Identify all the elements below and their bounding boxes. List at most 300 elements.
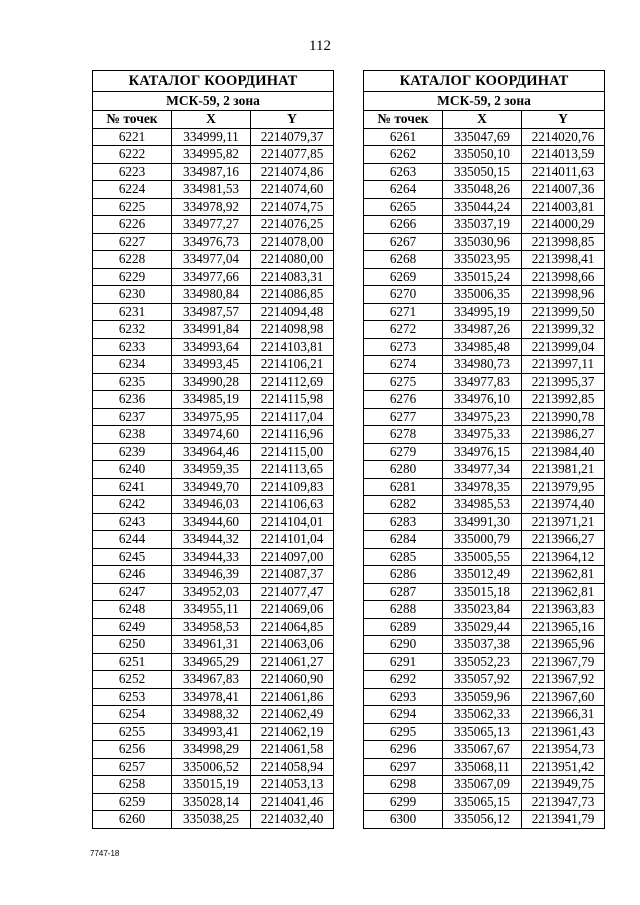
table-row [93,583,334,601]
table-row [93,181,334,199]
point-number-cell: 6249 [93,618,172,636]
table-subtitle: МСК-59, 2 зона [364,92,605,111]
table-row [93,706,334,724]
y-coordinate-cell: 2214106,21 [251,356,334,374]
table-row [93,531,334,549]
table-row [93,653,334,671]
table-row [364,583,605,601]
x-coordinate-cell: 334976,15 [443,443,522,461]
x-coordinate-cell: 335000,79 [443,531,522,549]
table-row [93,688,334,706]
x-coordinate-cell: 335048,26 [443,181,522,199]
table-row [93,391,334,409]
point-number-cell: 6242 [93,496,172,514]
table-body [93,128,334,828]
x-coordinate-cell: 334993,45 [172,356,251,374]
point-number-cell: 6287 [364,583,443,601]
point-number-cell: 6252 [93,671,172,689]
x-coordinate-cell: 334978,35 [443,478,522,496]
table-row [93,426,334,444]
x-coordinate-cell: 334993,41 [172,723,251,741]
point-number-cell: 6233 [93,338,172,356]
point-number-cell: 6256 [93,741,172,759]
point-number-cell: 6296 [364,741,443,759]
x-coordinate-cell: 334946,03 [172,496,251,514]
x-coordinate-cell: 334955,11 [172,601,251,619]
table-row [93,356,334,374]
table-row [364,146,605,164]
x-coordinate-cell: 334976,10 [443,391,522,409]
y-coordinate-cell: 2213967,79 [522,653,605,671]
table-row [93,758,334,776]
x-coordinate-cell: 334967,83 [172,671,251,689]
x-coordinate-cell: 334985,48 [443,338,522,356]
table-row [364,478,605,496]
point-number-cell: 6278 [364,426,443,444]
document-code: 7747-18 [90,849,120,858]
y-coordinate-cell: 2213997,11 [522,356,605,374]
x-coordinate-cell: 334995,19 [443,303,522,321]
point-number-cell: 6232 [93,321,172,339]
point-number-cell: 6240 [93,461,172,479]
point-number-cell: 6264 [364,181,443,199]
x-coordinate-cell: 334978,41 [172,688,251,706]
y-coordinate-cell: 2214109,83 [251,478,334,496]
table-row [93,776,334,794]
x-coordinate-cell: 334991,30 [443,513,522,531]
table-row [93,618,334,636]
x-coordinate-cell: 334977,04 [172,251,251,269]
y-coordinate-cell: 2214007,36 [522,181,605,199]
y-coordinate-cell: 2214064,85 [251,618,334,636]
column-header-point: № точек [364,111,443,129]
y-coordinate-cell: 2213971,21 [522,513,605,531]
x-coordinate-cell: 335047,69 [443,128,522,146]
point-number-cell: 6248 [93,601,172,619]
point-number-cell: 6224 [93,181,172,199]
point-number-cell: 6246 [93,566,172,584]
x-coordinate-cell: 335052,23 [443,653,522,671]
point-number-cell: 6275 [364,373,443,391]
x-coordinate-cell: 335059,96 [443,688,522,706]
y-coordinate-cell: 2214053,13 [251,776,334,794]
table-row [364,198,605,216]
table-row [93,793,334,811]
y-coordinate-cell: 2213999,50 [522,303,605,321]
column-header-point: № точек [93,111,172,129]
coordinate-table-left [92,70,334,829]
y-coordinate-cell: 2214117,04 [251,408,334,426]
point-number-cell: 6261 [364,128,443,146]
y-coordinate-cell: 2213962,81 [522,566,605,584]
point-number-cell: 6229 [93,268,172,286]
x-coordinate-cell: 334944,32 [172,531,251,549]
x-coordinate-cell: 334998,29 [172,741,251,759]
point-number-cell: 6274 [364,356,443,374]
x-coordinate-cell: 334961,31 [172,636,251,654]
y-coordinate-cell: 2214113,65 [251,461,334,479]
y-coordinate-cell: 2213981,21 [522,461,605,479]
point-number-cell: 6259 [93,793,172,811]
x-coordinate-cell: 334946,39 [172,566,251,584]
point-number-cell: 6258 [93,776,172,794]
point-number-cell: 6270 [364,286,443,304]
x-coordinate-cell: 334995,82 [172,146,251,164]
table-row [364,653,605,671]
table-row [364,601,605,619]
y-coordinate-cell: 2214069,06 [251,601,334,619]
x-coordinate-cell: 335028,14 [172,793,251,811]
y-coordinate-cell: 2214061,27 [251,653,334,671]
y-coordinate-cell: 2214079,37 [251,128,334,146]
x-coordinate-cell: 335006,35 [443,286,522,304]
table-row [93,338,334,356]
y-coordinate-cell: 2213999,32 [522,321,605,339]
point-number-cell: 6288 [364,601,443,619]
table-row [93,233,334,251]
point-number-cell: 6262 [364,146,443,164]
x-coordinate-cell: 335065,13 [443,723,522,741]
y-coordinate-cell: 2213965,16 [522,618,605,636]
point-number-cell: 6230 [93,286,172,304]
y-coordinate-cell: 2213999,04 [522,338,605,356]
point-number-cell: 6234 [93,356,172,374]
page-number: 112 [309,38,331,54]
point-number-cell: 6237 [93,408,172,426]
table-row [93,548,334,566]
y-coordinate-cell: 2214060,90 [251,671,334,689]
x-coordinate-cell: 335038,25 [172,811,251,829]
point-number-cell: 6266 [364,216,443,234]
table-row [364,741,605,759]
y-coordinate-cell: 2214103,81 [251,338,334,356]
x-coordinate-cell: 335006,52 [172,758,251,776]
y-coordinate-cell: 2213984,40 [522,443,605,461]
table-row [364,163,605,181]
y-coordinate-cell: 2214061,86 [251,688,334,706]
table-row [364,233,605,251]
y-coordinate-cell: 2214061,58 [251,741,334,759]
x-coordinate-cell: 334980,73 [443,356,522,374]
table-row [364,811,605,829]
table-row [93,128,334,146]
y-coordinate-cell: 2213995,37 [522,373,605,391]
y-coordinate-cell: 2214011,63 [522,163,605,181]
y-coordinate-cell: 2213941,79 [522,811,605,829]
y-coordinate-cell: 2214077,47 [251,583,334,601]
point-number-cell: 6236 [93,391,172,409]
table-row [364,321,605,339]
table-row [364,251,605,269]
point-number-cell: 6244 [93,531,172,549]
y-coordinate-cell: 2213965,96 [522,636,605,654]
table-row [93,496,334,514]
table-row [93,268,334,286]
y-coordinate-cell: 2213974,40 [522,496,605,514]
x-coordinate-cell: 334987,16 [172,163,251,181]
x-coordinate-cell: 334974,60 [172,426,251,444]
y-coordinate-cell: 2214020,76 [522,128,605,146]
y-coordinate-cell: 2213962,81 [522,583,605,601]
y-coordinate-cell: 2213979,95 [522,478,605,496]
table-row [93,303,334,321]
table-row [364,268,605,286]
x-coordinate-cell: 335015,18 [443,583,522,601]
x-coordinate-cell: 335023,95 [443,251,522,269]
point-number-cell: 6282 [364,496,443,514]
point-number-cell: 6279 [364,443,443,461]
table-row [93,216,334,234]
y-coordinate-cell: 2214115,00 [251,443,334,461]
table-row [364,566,605,584]
x-coordinate-cell: 334985,19 [172,391,251,409]
point-number-cell: 6286 [364,566,443,584]
table-row [364,391,605,409]
x-coordinate-cell: 335062,33 [443,706,522,724]
table-row [93,601,334,619]
x-coordinate-cell: 335067,09 [443,776,522,794]
x-coordinate-cell: 334959,35 [172,461,251,479]
y-coordinate-cell: 2214062,49 [251,706,334,724]
table-row [93,321,334,339]
y-coordinate-cell: 2214106,63 [251,496,334,514]
y-coordinate-cell: 2214000,29 [522,216,605,234]
y-coordinate-cell: 2213961,43 [522,723,605,741]
x-coordinate-cell: 334944,60 [172,513,251,531]
y-coordinate-cell: 2214116,96 [251,426,334,444]
x-coordinate-cell: 335056,12 [443,811,522,829]
point-number-cell: 6267 [364,233,443,251]
y-coordinate-cell: 2213998,66 [522,268,605,286]
point-number-cell: 6247 [93,583,172,601]
point-number-cell: 6238 [93,426,172,444]
point-number-cell: 6273 [364,338,443,356]
x-coordinate-cell: 335005,55 [443,548,522,566]
table-row [93,723,334,741]
point-number-cell: 6255 [93,723,172,741]
y-coordinate-cell: 2213986,27 [522,426,605,444]
table-row [93,146,334,164]
point-number-cell: 6221 [93,128,172,146]
point-number-cell: 6268 [364,251,443,269]
table-title: КАТАЛОГ КООРДИНАТ [364,71,605,92]
table-row [93,198,334,216]
point-number-cell: 6263 [364,163,443,181]
x-coordinate-cell: 334976,73 [172,233,251,251]
y-coordinate-cell: 2213966,27 [522,531,605,549]
x-coordinate-cell: 334991,84 [172,321,251,339]
point-number-cell: 6226 [93,216,172,234]
x-coordinate-cell: 334952,03 [172,583,251,601]
table-row [93,566,334,584]
y-coordinate-cell: 2214078,00 [251,233,334,251]
y-coordinate-cell: 2214087,37 [251,566,334,584]
point-number-cell: 6272 [364,321,443,339]
table-row [364,216,605,234]
table-row [364,723,605,741]
point-number-cell: 6291 [364,653,443,671]
table-row [364,618,605,636]
y-coordinate-cell: 2214086,85 [251,286,334,304]
point-number-cell: 6235 [93,373,172,391]
x-coordinate-cell: 335050,15 [443,163,522,181]
x-coordinate-cell: 334965,29 [172,653,251,671]
column-header-y: Y [251,111,334,129]
table-row [364,356,605,374]
x-coordinate-cell: 335037,19 [443,216,522,234]
point-number-cell: 6241 [93,478,172,496]
table-row [93,251,334,269]
table-row [93,163,334,181]
point-number-cell: 6231 [93,303,172,321]
point-number-cell: 6281 [364,478,443,496]
table-row [364,531,605,549]
y-coordinate-cell: 2214094,48 [251,303,334,321]
y-coordinate-cell: 2214098,98 [251,321,334,339]
y-coordinate-cell: 2214115,98 [251,391,334,409]
point-number-cell: 6284 [364,531,443,549]
y-coordinate-cell: 2214074,86 [251,163,334,181]
point-number-cell: 6257 [93,758,172,776]
table-row [364,286,605,304]
table-row [364,706,605,724]
x-coordinate-cell: 335067,67 [443,741,522,759]
x-coordinate-cell: 334949,70 [172,478,251,496]
table-row [364,461,605,479]
y-coordinate-cell: 2214077,85 [251,146,334,164]
x-coordinate-cell: 334987,26 [443,321,522,339]
x-coordinate-cell: 334975,33 [443,426,522,444]
x-coordinate-cell: 334981,53 [172,181,251,199]
y-coordinate-cell: 2213963,83 [522,601,605,619]
x-coordinate-cell: 334999,11 [172,128,251,146]
table-body [364,128,605,828]
x-coordinate-cell: 335023,84 [443,601,522,619]
table-row [93,671,334,689]
column-header-y: Y [522,111,605,129]
table-row [364,513,605,531]
point-number-cell: 6271 [364,303,443,321]
point-number-cell: 6300 [364,811,443,829]
point-number-cell: 6294 [364,706,443,724]
point-number-cell: 6251 [93,653,172,671]
y-coordinate-cell: 2214013,59 [522,146,605,164]
point-number-cell: 6299 [364,793,443,811]
column-header-x: X [443,111,522,129]
x-coordinate-cell: 335030,96 [443,233,522,251]
x-coordinate-cell: 334987,57 [172,303,251,321]
y-coordinate-cell: 2214080,00 [251,251,334,269]
x-coordinate-cell: 334988,32 [172,706,251,724]
table-row [93,636,334,654]
y-coordinate-cell: 2213998,96 [522,286,605,304]
x-coordinate-cell: 334978,92 [172,198,251,216]
y-coordinate-cell: 2214097,00 [251,548,334,566]
table-row [364,426,605,444]
table-row [364,181,605,199]
table-row [93,811,334,829]
x-coordinate-cell: 334993,64 [172,338,251,356]
table-row [364,688,605,706]
point-number-cell: 6260 [93,811,172,829]
point-number-cell: 6239 [93,443,172,461]
table-row [364,548,605,566]
y-coordinate-cell: 2214041,46 [251,793,334,811]
x-coordinate-cell: 334964,46 [172,443,251,461]
table-row [364,408,605,426]
x-coordinate-cell: 335037,38 [443,636,522,654]
table-row [364,776,605,794]
x-coordinate-cell: 334985,53 [443,496,522,514]
y-coordinate-cell: 2214074,75 [251,198,334,216]
y-coordinate-cell: 2214112,69 [251,373,334,391]
table-row [93,443,334,461]
y-coordinate-cell: 2213967,92 [522,671,605,689]
x-coordinate-cell: 335015,19 [172,776,251,794]
y-coordinate-cell: 2213964,12 [522,548,605,566]
table-row [364,758,605,776]
table-row [364,373,605,391]
point-number-cell: 6269 [364,268,443,286]
point-number-cell: 6295 [364,723,443,741]
table-row [93,461,334,479]
point-number-cell: 6250 [93,636,172,654]
y-coordinate-cell: 2213954,73 [522,741,605,759]
point-number-cell: 6265 [364,198,443,216]
y-coordinate-cell: 2213998,85 [522,233,605,251]
point-number-cell: 6276 [364,391,443,409]
x-coordinate-cell: 334977,27 [172,216,251,234]
table-row [93,478,334,496]
table-row [364,443,605,461]
y-coordinate-cell: 2214076,25 [251,216,334,234]
point-number-cell: 6285 [364,548,443,566]
x-coordinate-cell: 335044,24 [443,198,522,216]
x-coordinate-cell: 334958,53 [172,618,251,636]
table-row [364,636,605,654]
y-coordinate-cell: 2214032,40 [251,811,334,829]
y-coordinate-cell: 2214074,60 [251,181,334,199]
y-coordinate-cell: 2213998,41 [522,251,605,269]
table-row [93,741,334,759]
table-row [364,338,605,356]
y-coordinate-cell: 2214104,01 [251,513,334,531]
point-number-cell: 6245 [93,548,172,566]
x-coordinate-cell: 335029,44 [443,618,522,636]
y-coordinate-cell: 2214083,31 [251,268,334,286]
y-coordinate-cell: 2214062,19 [251,723,334,741]
table-row [364,128,605,146]
y-coordinate-cell: 2213951,42 [522,758,605,776]
y-coordinate-cell: 2214063,06 [251,636,334,654]
y-coordinate-cell: 2214003,81 [522,198,605,216]
point-number-cell: 6280 [364,461,443,479]
x-coordinate-cell: 334980,84 [172,286,251,304]
table-row [93,286,334,304]
x-coordinate-cell: 334975,95 [172,408,251,426]
point-number-cell: 6290 [364,636,443,654]
x-coordinate-cell: 335015,24 [443,268,522,286]
x-coordinate-cell: 334990,28 [172,373,251,391]
y-coordinate-cell: 2213966,31 [522,706,605,724]
table-row [364,303,605,321]
point-number-cell: 6243 [93,513,172,531]
point-number-cell: 6228 [93,251,172,269]
x-coordinate-cell: 334977,66 [172,268,251,286]
point-number-cell: 6293 [364,688,443,706]
y-coordinate-cell: 2214101,04 [251,531,334,549]
point-number-cell: 6297 [364,758,443,776]
